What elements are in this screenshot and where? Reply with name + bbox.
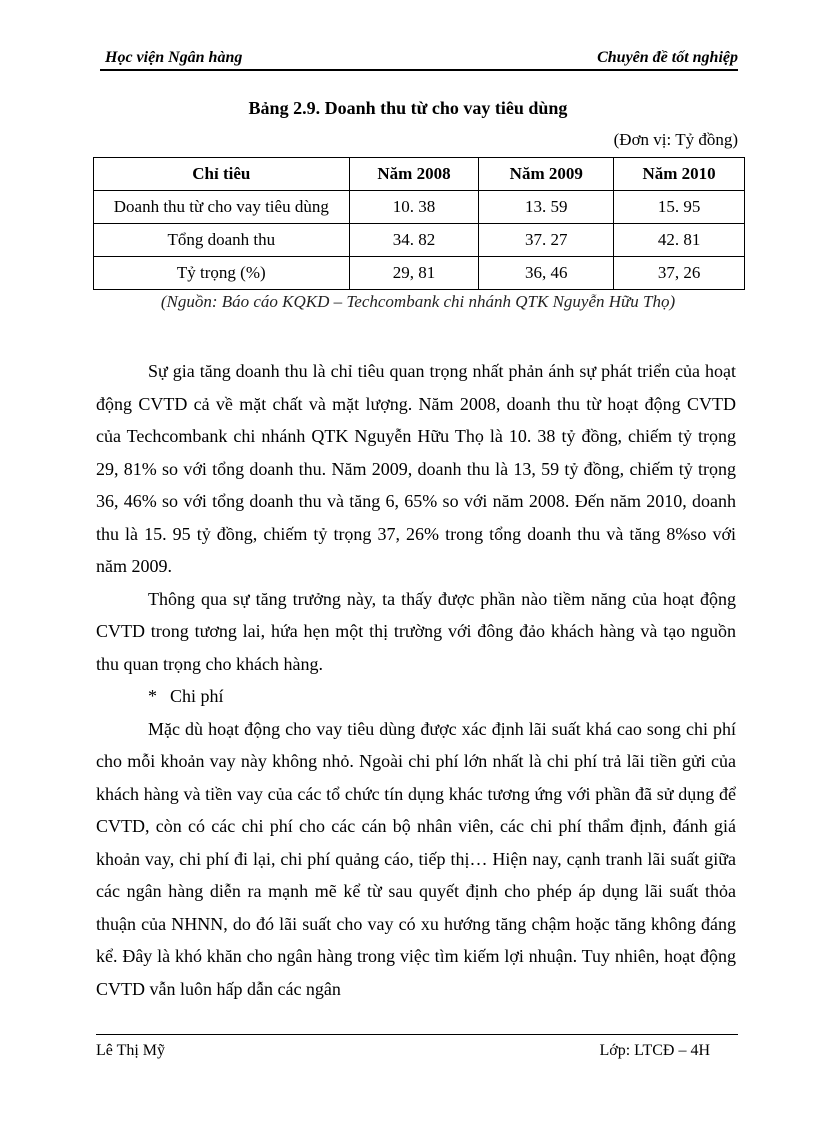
bullet-heading [96,680,736,713]
table-header-cell: Năm 2009 [479,158,614,191]
table-cell: Tỷ trọng (%) [94,257,350,290]
table-cell: 15. 95 [614,191,745,224]
table-title: Bảng 2.9. Doanh thu từ cho vay tiêu dùng [248,98,568,118]
paragraph: Mặc dù hoạt động cho vay tiêu dùng được xác định lãi suất khá cao song chi phí cho mỗi khoản vay này không nhỏ. Ngoài chi phí lớn nhất là chi phí trả lãi tiền gửi của khách hàng và tiền vay của các tổ chức tín dụng khác tương ứng với phần đã sử dụng để CVTD, còn có các chi phí cho các cán bộ nhân viên, các chi phí thẩm định, đánh giá khoản vay, chi phí đi lại, chi phí quảng cáo, tiếp thị… Hiện nay, cạnh tranh lãi suất giữa các ngân hàng diễn ra mạnh mẽ kể từ sau quyết định cho phép áp dụng lãi suất thỏa thuận của NHNN, do đó lãi suất cho vay có xu hướng tăng chậm hoặc tăng không đáng kể. Đây là khó khăn cho ngân hàng trong việc tìm kiếm lợi nhuận. Tuy nhiên, hoạt động CVTD vẫn luôn hấp dẫn các ngân [96,718,736,999]
table-row [94,191,745,224]
page-header [100,47,738,71]
table-cell: 13. 59 [479,191,614,224]
paragraph: Sự gia tăng doanh thu là chỉ tiêu quan trọng nhất phản ánh sự phát triển của hoạt động CVTD cả về mặt chất và mặt lượng. Năm 2008, doanh thu từ hoạt động CVTD của Techcombank chi nhánh QTK Nguyễn Hữu Thọ là 10. 38 tỷ đồng, chiếm tỷ trọng 29, 81% so với tổng doanh thu. Năm 2009, doanh thu là 13, 59 tỷ đồng, chiếm tỷ trọng 36, 46% so với tổng doanh thu và tăng 6, 65% so với năm 2008. Đến năm 2010, doanh thu là 15. 95 tỷ đồng, chiếm tỷ trọng 37, 26% trong tổng doanh thu và tăng 8%so với năm 2009. [96,361,736,576]
table-cell: Doanh thu từ cho vay tiêu dùng [94,191,350,224]
table-header-cell: Chỉ tiêu [94,158,350,191]
table-cell: 29, 81 [349,257,479,290]
table-row [94,257,745,290]
header-document-type: Chuyên đề tốt nghiệp [597,49,738,66]
table-cell: 34. 82 [349,224,479,257]
table-cell: 37. 27 [479,224,614,257]
table-header-row [94,158,745,191]
table-header-cell: Năm 2008 [349,158,479,191]
footer-author: Lê Thị Mỹ [96,1042,166,1059]
paragraph: Thông qua sự tăng trưởng này, ta thấy được phần nào tiềm năng của hoạt động CVTD trong tương lai, hứa hẹn một thị trường với đông đảo khách hàng và tạo nguồn thu quan trọng cho khách hàng. [96,588,736,674]
table-row [94,224,745,257]
bullet-heading-text: Chi phí [170,686,224,706]
revenue-table [93,157,745,290]
table-source-note: (Nguồn: Báo cáo KQKD – Techcombank chi nhánh QTK Nguyễn Hữu Thọ) [160,292,676,311]
table-cell: 10. 38 [349,191,479,224]
table-unit: (Đơn vị: Tỷ đồng) [613,130,738,149]
page-footer [96,1034,738,1065]
table-header-cell: Năm 2010 [614,158,745,191]
header-institution: Học viện Ngân hàng [105,49,243,66]
table-cell: 36, 46 [479,257,614,290]
table-cell: 42. 81 [614,224,745,257]
body-text [96,355,736,1005]
footer-class: Lớp: LTCĐ – 4H [599,1042,710,1059]
bullet-mark: * [148,686,157,706]
table-cell: 37, 26 [614,257,745,290]
table-cell: Tổng doanh thu [94,224,350,257]
